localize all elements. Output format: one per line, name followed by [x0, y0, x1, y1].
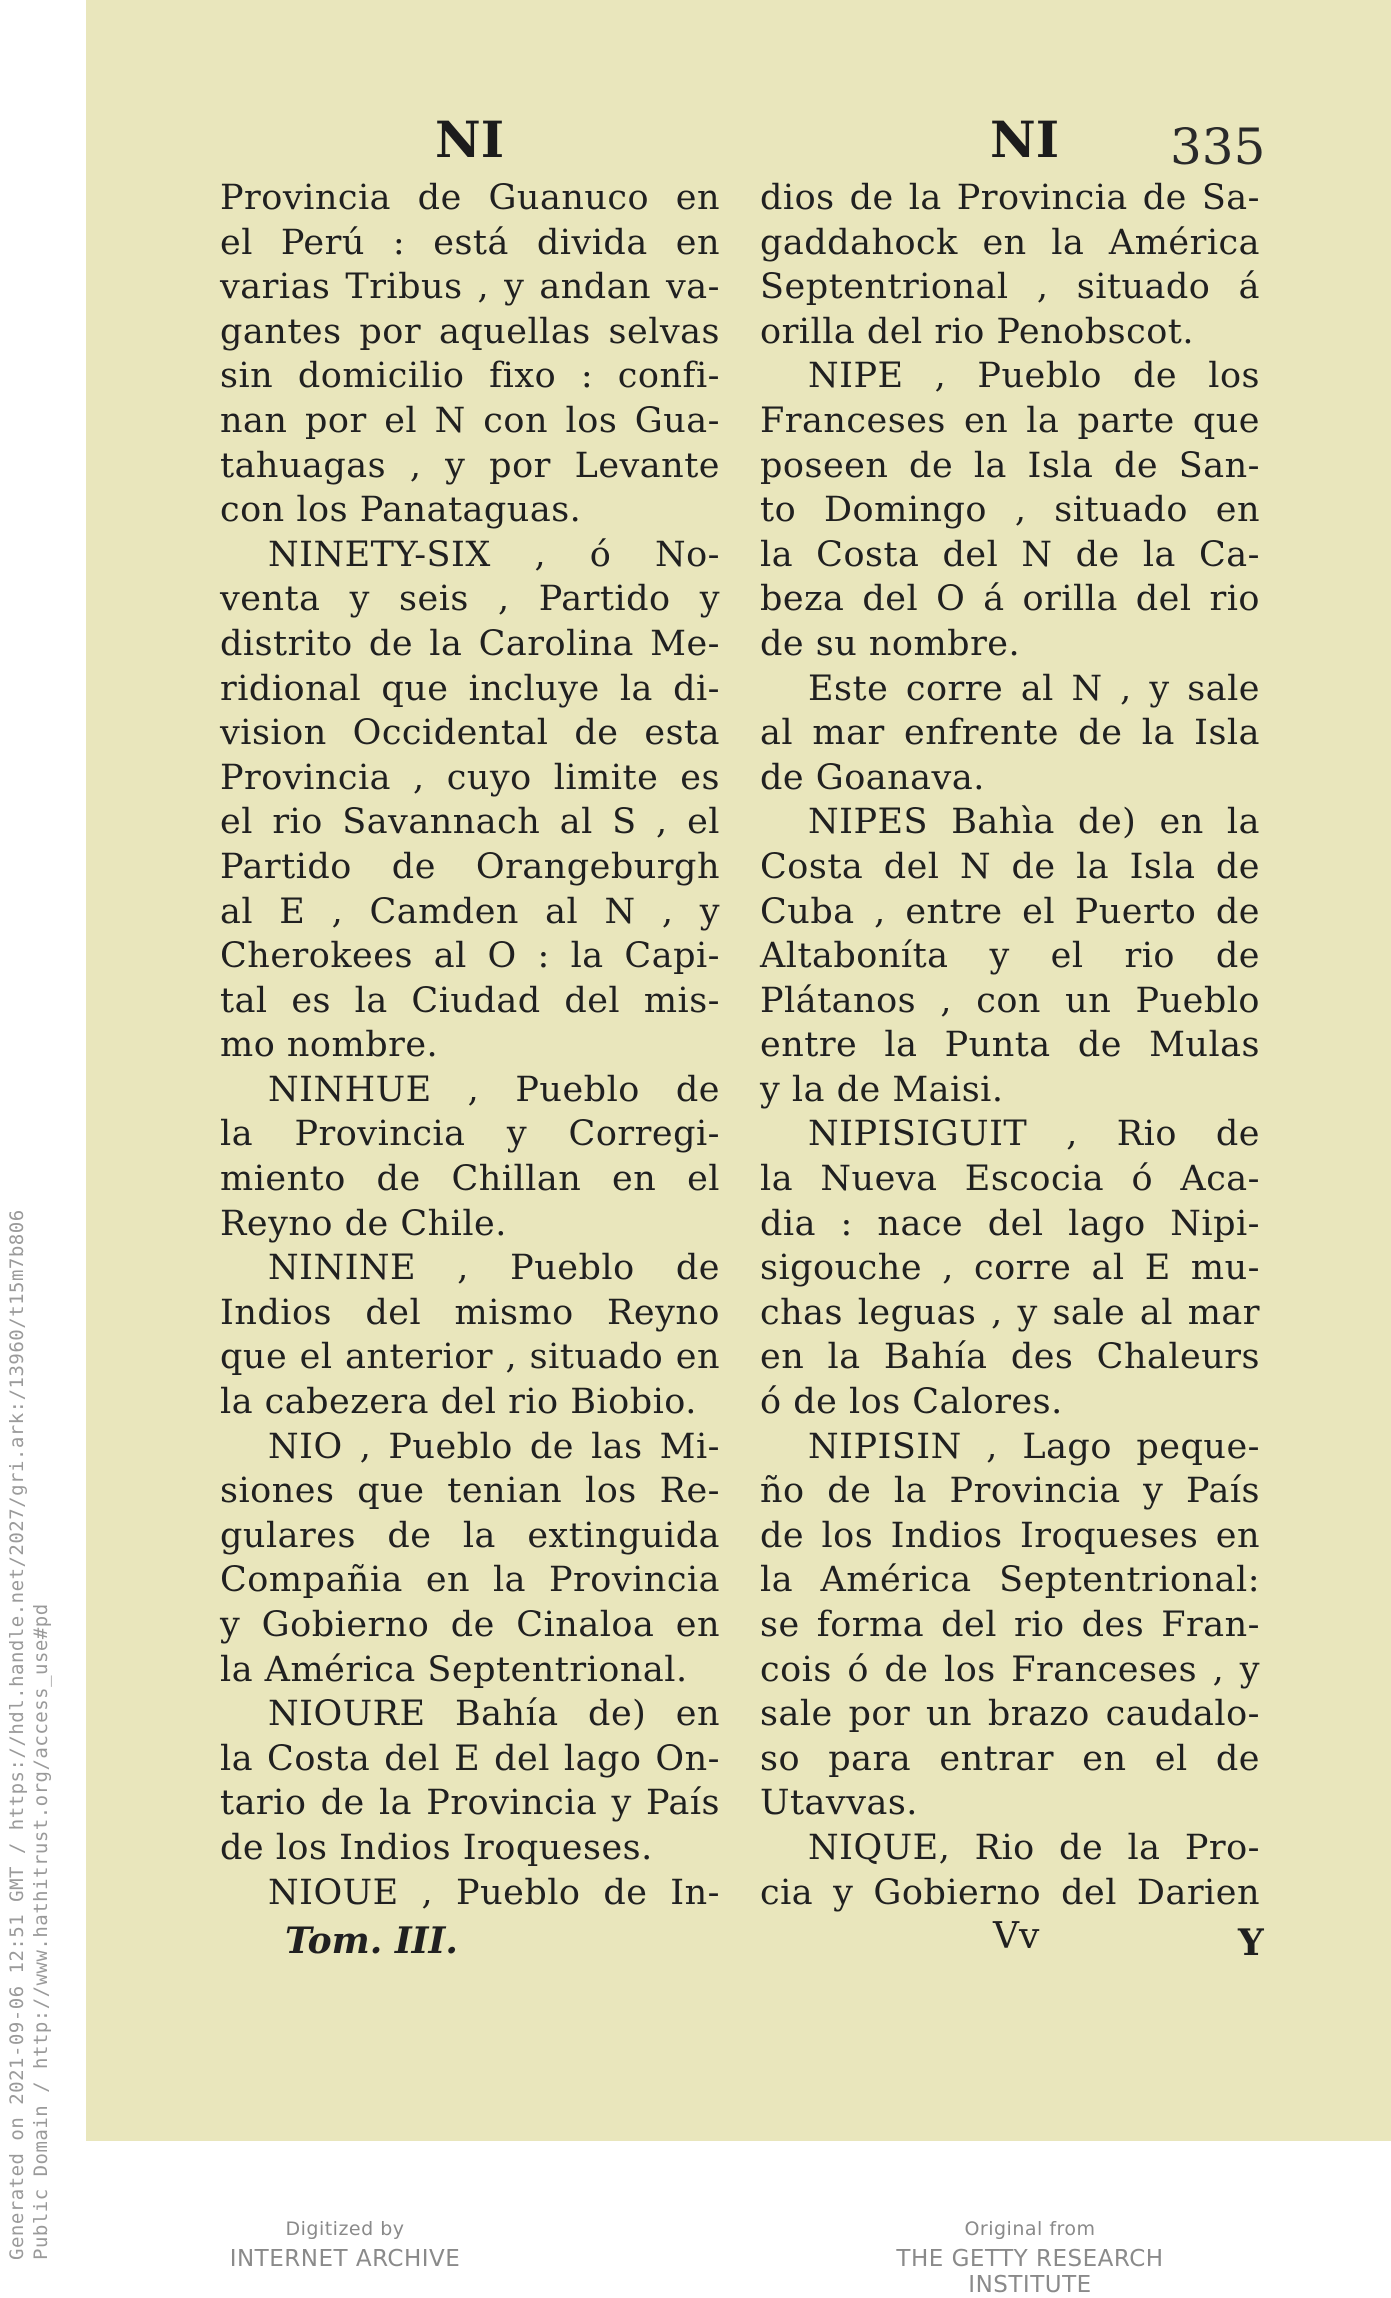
text-line: Partido de Orangeburgh — [220, 846, 720, 887]
text-line: tal es la Ciudad del mis- — [220, 980, 720, 1021]
text-line: orilla del rio Penobscot. — [760, 311, 1194, 352]
text-line: siones que tenian los Re- — [220, 1471, 720, 1512]
text-line: Franceses en la parte que — [760, 400, 1260, 441]
digitizer-credit — [215, 2218, 475, 2272]
rights-note: Public Domain / http://www.hathitrust.org/access_use#pd — [30, 1603, 52, 2260]
text-line: venta y seis , Partido y — [220, 579, 720, 620]
text-line: so para entrar en el de — [760, 1738, 1260, 1779]
signature-mark: Vv — [993, 1916, 1040, 1957]
text-line: y la de Maisi. — [760, 1069, 1004, 1110]
text-line: sigouche , corre al E mu- — [760, 1248, 1260, 1289]
text-line: Costa del N de la Isla de — [760, 846, 1260, 887]
text-line: tario de la Provincia y País — [220, 1783, 720, 1824]
text-line: de su nombre. — [760, 623, 1021, 664]
internet-archive-label: INTERNET ARCHIVE — [229, 2246, 461, 2272]
text-line: beza del O á orilla del rio — [760, 579, 1260, 620]
text-line: NIPE , Pueblo de los — [808, 356, 1260, 397]
text-line: Cherokees al O : la Capi- — [220, 936, 720, 977]
volume-label: Tom. III. — [285, 1920, 458, 1962]
text-line: gaddahock en la América — [760, 222, 1260, 263]
source-credit — [840, 2218, 1220, 2298]
text-line: la Costa del N de la Ca- — [760, 534, 1260, 575]
text-line: poseen de la Isla de San- — [760, 445, 1260, 486]
text-line: NINETY-SIX , ó No- — [268, 534, 720, 575]
text-line: que el anterior , situado en — [220, 1337, 720, 1378]
text-line: chas leguas , y sale al mar — [760, 1292, 1260, 1333]
text-line: la Nueva Escocia ó Aca- — [760, 1159, 1260, 1200]
text-line: Altaboníta y el rio de — [760, 936, 1260, 977]
text-line: ño de la Provincia y País — [760, 1471, 1260, 1512]
text-line: NIQUE, Rio de la Pro- — [808, 1827, 1260, 1868]
text-line: en la Bahía des Chaleurs — [760, 1337, 1260, 1378]
text-line: al mar enfrente de la Isla — [760, 713, 1260, 754]
text-line: Compañia en la Provincia — [220, 1560, 720, 1601]
text-line: se forma del rio des Fran- — [760, 1605, 1260, 1645]
text-line: de los Indios Iroqueses. — [220, 1827, 653, 1868]
running-head-right: NI — [990, 110, 1060, 169]
text-line: ridional que incluye la di- — [220, 668, 720, 709]
text-line: mo nombre. — [220, 1025, 439, 1066]
text-line: gulares de la extinguida — [220, 1515, 720, 1556]
page-number: 335 — [1170, 118, 1266, 176]
text-line: NIPISIN , Lago peque- — [808, 1426, 1260, 1467]
text-line: el Perú : está divida en — [220, 222, 720, 263]
text-line: la cabezera del rio Biobio. — [220, 1382, 697, 1423]
text-line: NIOURE Bahía de) en — [268, 1694, 720, 1735]
text-line: Indios del mismo Reyno — [220, 1292, 720, 1333]
text-line: vision Occidental de esta — [220, 713, 720, 754]
text-line: Provincia de Guanuco en — [220, 178, 720, 218]
text-line: cia y Gobierno del Darien — [760, 1872, 1260, 1913]
text-line: entre la Punta de Mulas — [760, 1025, 1260, 1066]
text-line: Septentrional , situado á — [760, 267, 1260, 308]
text-line: de los Indios Iroqueses en — [760, 1515, 1260, 1556]
text-line: nan por el N con los Gua- — [220, 400, 720, 441]
text-line: NIO , Pueblo de las Mi- — [268, 1426, 720, 1467]
hathitrust-sidebar — [0, 1160, 60, 2260]
text-line: la América Septentrional. — [220, 1649, 688, 1690]
text-line: Provincia , cuyo limite es — [220, 757, 720, 798]
text-line: sin domicilio fixo : confi- — [220, 356, 720, 397]
text-line: de Goanava. — [760, 757, 985, 798]
generation-note: Generated on 2021-09-06 12:51 GMT / https://hdl.handle.net/2027/gri.ark:/13960/t15m7b806 — [6, 1209, 28, 2260]
text-line: Cuba , entre el Puerto de — [760, 891, 1260, 932]
text-line: dia : nace del lago Nipi- — [760, 1203, 1260, 1244]
text-line: distrito de la Carolina Me- — [220, 623, 720, 664]
text-line: dios de la Provincia de Sa- — [760, 178, 1260, 218]
text-line: Reyno de Chile. — [220, 1203, 507, 1244]
text-line: NIPISIGUIT , Rio de — [808, 1114, 1260, 1155]
text-line: NIPES Bahìa de) en la — [808, 802, 1260, 843]
right-text-column — [760, 176, 1260, 1915]
digitized-by-label: Digitized by — [285, 2218, 405, 2240]
left-text-column — [220, 176, 720, 1915]
text-line: y Gobierno de Cinaloa en — [220, 1605, 720, 1645]
text-line: el rio Savannach al S , el — [220, 802, 720, 843]
getty-label: THE GETTY RESEARCH INSTITUTE — [896, 2246, 1164, 2298]
text-line: con los Panataguas. — [220, 490, 582, 531]
text-line: la América Septentrional: — [760, 1560, 1260, 1601]
text-line: Utavvas. — [760, 1783, 918, 1824]
text-line: al E , Camden al N , y — [220, 891, 720, 932]
text-line: Plátanos , con un Pueblo — [760, 980, 1260, 1021]
text-line: cois ó de los Franceses , y — [760, 1649, 1260, 1690]
text-line: varias Tribus , y andan va- — [220, 267, 720, 308]
text-line: NINHUE , Pueblo de — [268, 1069, 720, 1110]
text-line: la Costa del E del lago On- — [220, 1738, 720, 1779]
text-line: to Domingo , situado en — [760, 490, 1260, 531]
text-line: la Provincia y Corregi- — [220, 1114, 720, 1155]
text-line: tahuagas , y por Levante — [220, 445, 720, 486]
text-line: Este corre al N , y sale — [808, 668, 1260, 709]
text-line: miento de Chillan en el — [220, 1159, 720, 1200]
catchword: Y — [1238, 1922, 1264, 1964]
original-from-label: Original from — [964, 2218, 1096, 2240]
text-line: ó de los Calores. — [760, 1382, 1063, 1423]
text-line: sale por un brazo caudalo- — [760, 1694, 1260, 1735]
text-line: NIOUE , Pueblo de In- — [268, 1872, 720, 1913]
text-line: gantes por aquellas selvas — [220, 311, 720, 352]
text-line: NININE , Pueblo de — [268, 1248, 720, 1289]
running-head-left: NI — [435, 110, 505, 169]
